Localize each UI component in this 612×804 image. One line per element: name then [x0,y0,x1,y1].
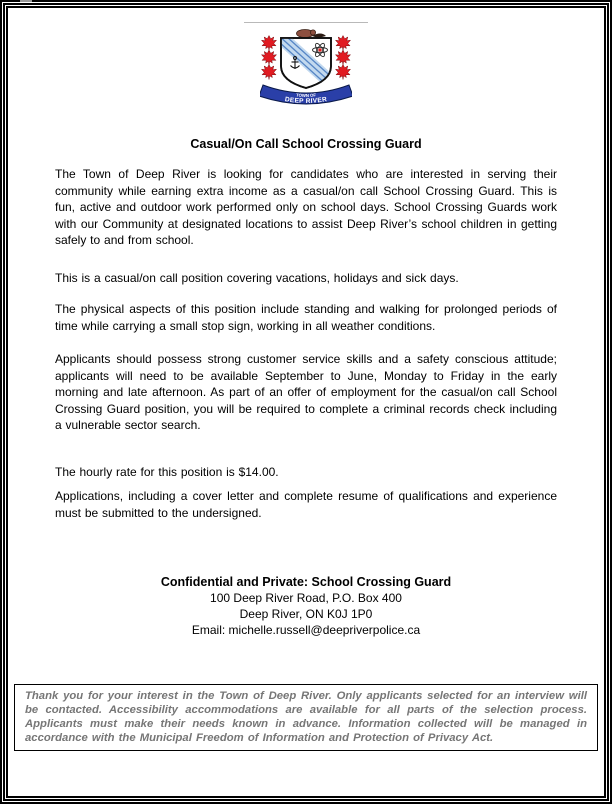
contact-address-line1: 100 Deep River Road, P.O. Box 400 [210,591,402,605]
footer-notice-box [14,684,598,751]
top-edge-artifact [20,0,32,2]
beaver-icon [297,30,327,39]
paragraph-physical: The physical aspects of this position include standing and walking for prolonged periods of time while carrying a small stop sign, working in all weather conditions. [55,302,557,333]
paragraph-rate: The hourly rate for this position is $14.00. [55,464,279,479]
page-border-inner [6,6,606,798]
paragraph-position: This is a casual/on call position covering vacations, holidays and sick days. [55,270,459,285]
logo-top-border-line [244,22,368,23]
footer-notice-text: Thank you for your interest in the Town of Deep River. Only applicants selected for an interview will be contacted. Accessibility accommodations are available for all parts of the selection process. Applicants must make their needs known in advance. Information collected will be managed in accordance with the Municipal Freedom of Information and Protection of Privacy Act. [25,690,587,744]
contact-email: Email: michelle.russell@deepriverpolice.ca [191,623,421,637]
paragraph-intro: The Town of Deep River is looking for candidates who are interested in serving their community while earning extra income as a casual/on call School Crossing Guard. This is fun, active and outdoor work performed only on school days. School Crossing Guards work with our Community at designated locations to assist Deep River’s school children in getting safely to and from school. [55,167,557,247]
contact-address-line2: Deep River, ON K0J 1P0 [239,607,373,621]
paragraph-requirements: Applicants should possess strong customer service skills and a safety conscious attitude; applicants will need to be available September to June, Monday to Friday in the early morning and late afternoon. As part of an offer of employment for the casual/on call School Crossing Guard position, you will be required to complete a criminal records check including a vulnerable sector search. [55,352,557,432]
page-border-middle [3,3,609,801]
banner-text-bottom: DEEP RIVER [284,96,328,106]
document-page [8,8,604,751]
banner-text-top: TOWN OF [295,92,317,99]
town-crest-logo [260,28,352,108]
page-title: Casual/On Call School Crossing Guard [190,137,422,151]
contact-block [55,574,557,638]
paragraph-applications: Applications, including a cover letter and complete resume of qualifications and experience must be submitted to the undersigned. [55,489,557,520]
contact-heading: Confidential and Private: School Crossing Guard [160,575,452,589]
